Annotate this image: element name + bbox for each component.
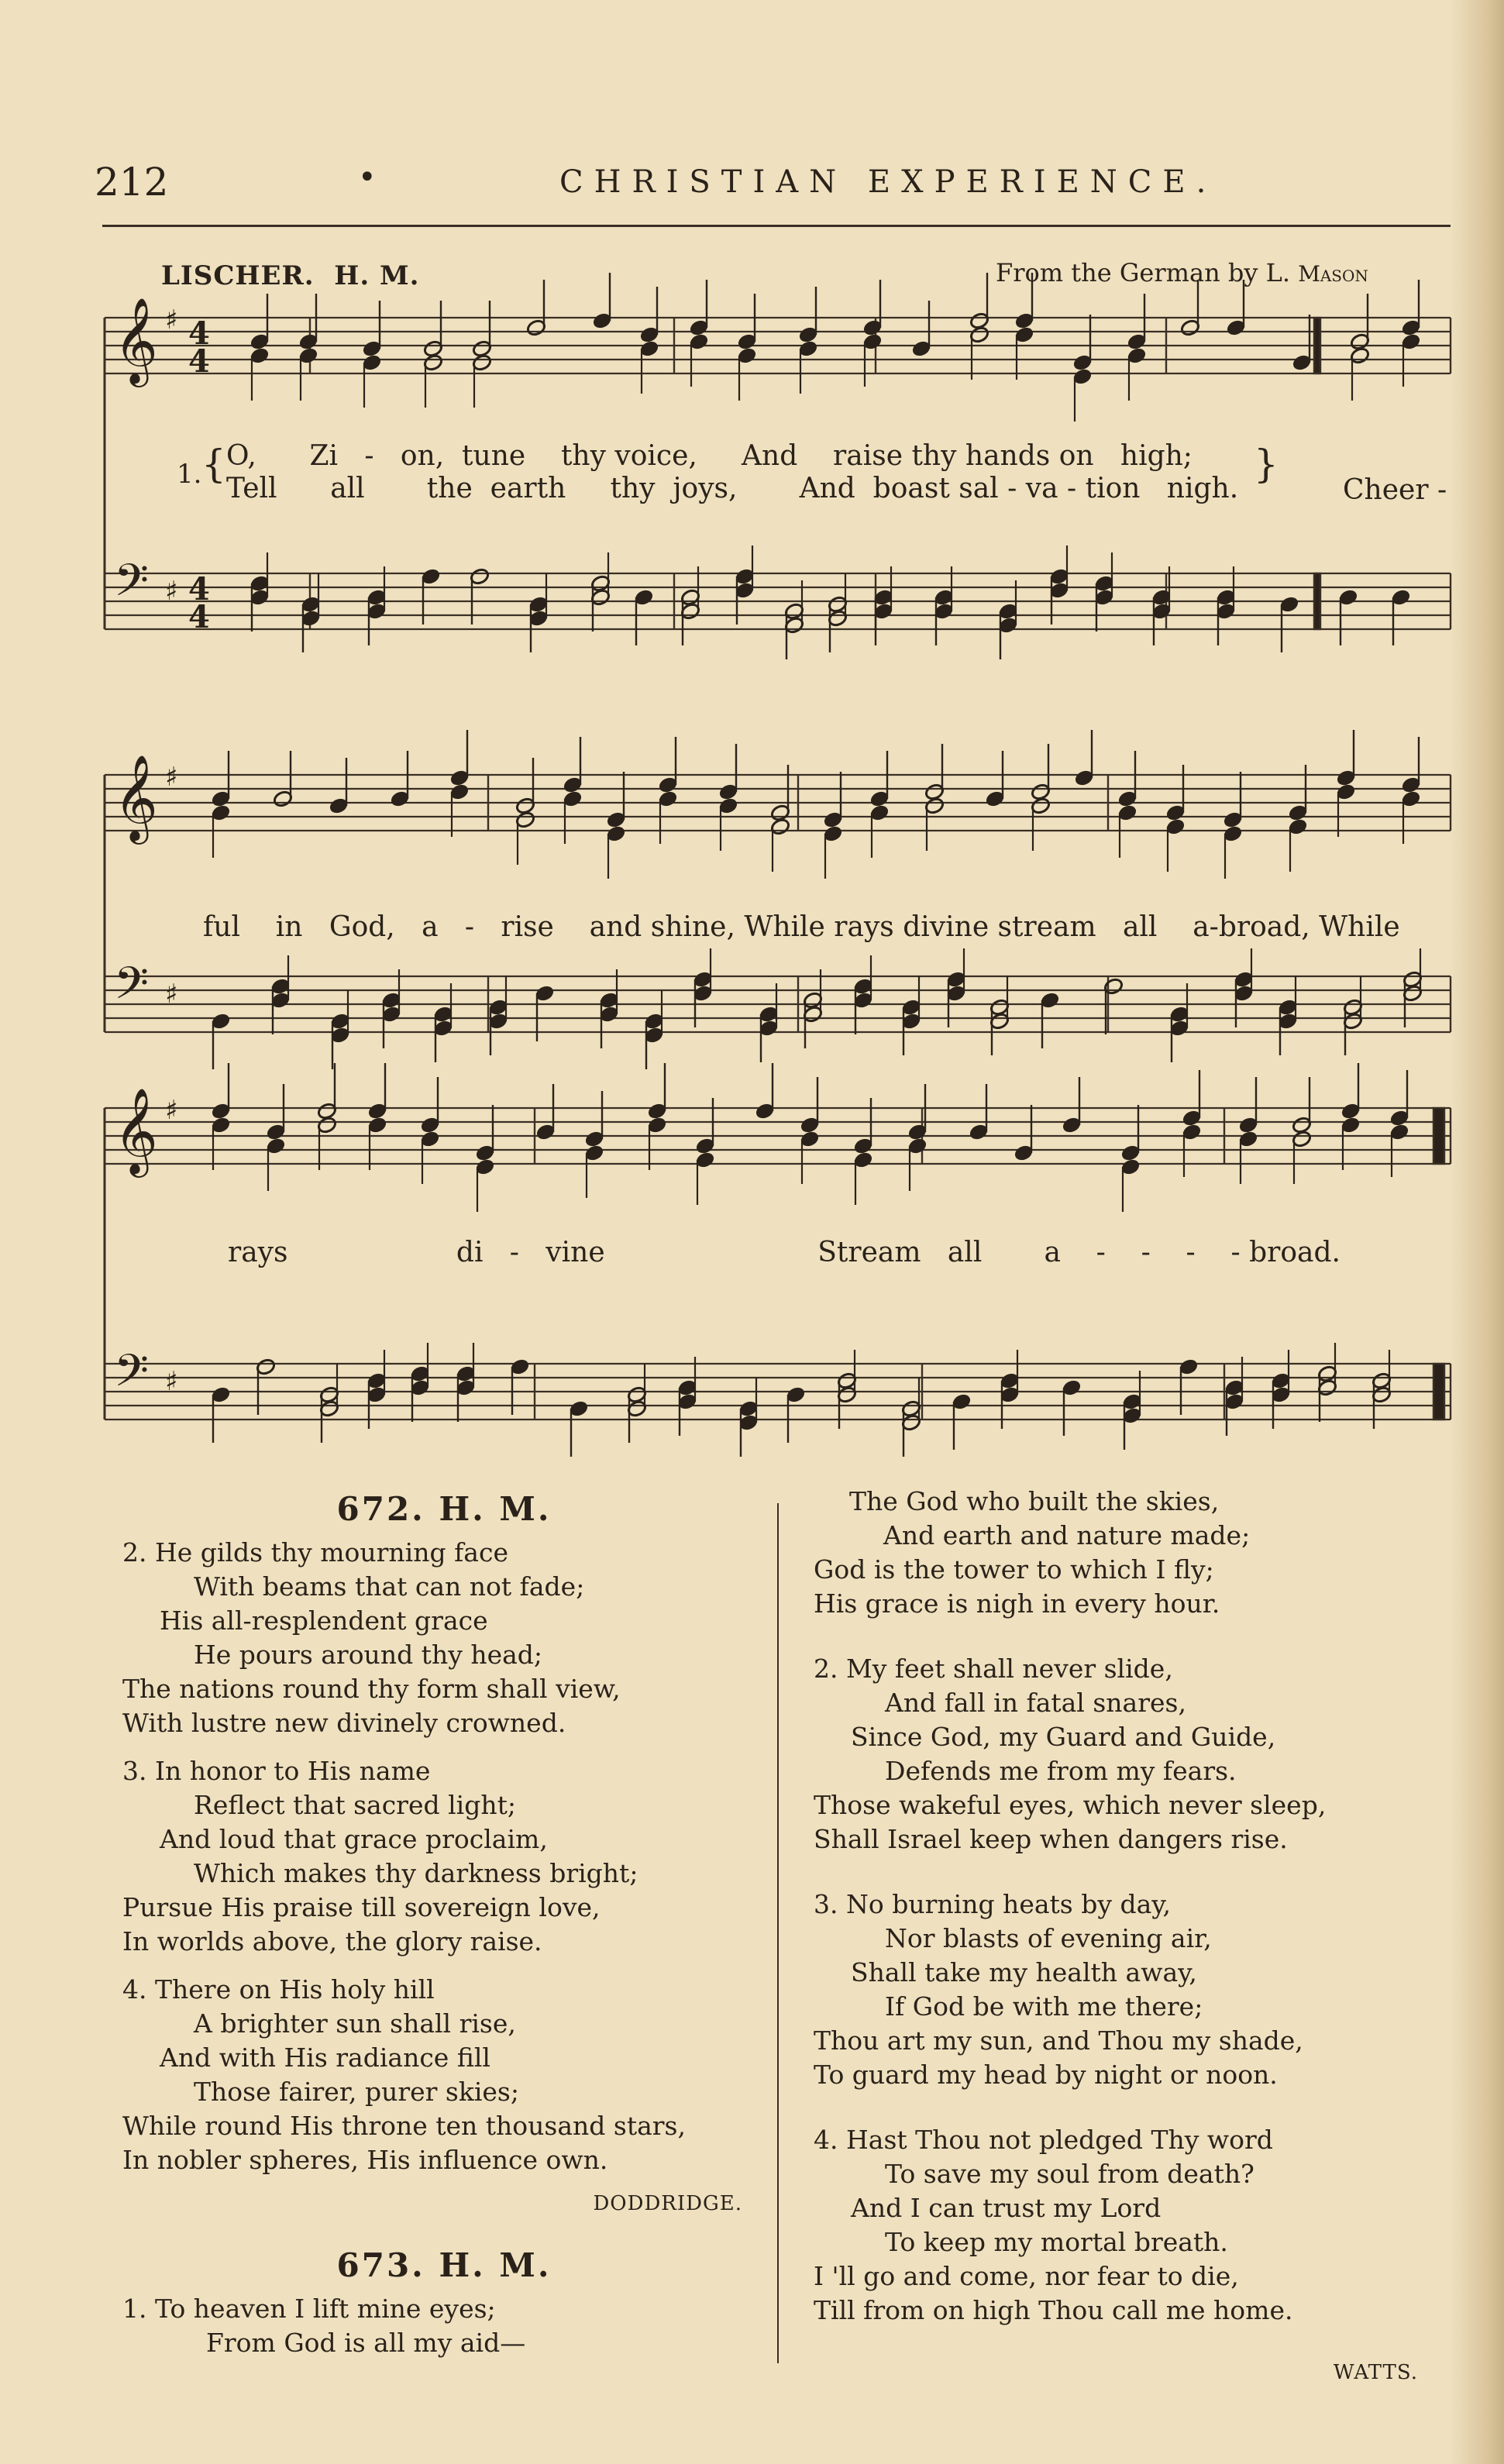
hymn-673-line: From God is all my aid— xyxy=(206,2328,526,2358)
stanza-line: With beams that can not fade; xyxy=(194,1571,585,1602)
hymn-673-author: WATTS. xyxy=(1333,2361,1418,2384)
hymn-673-line: And earth and nature made; xyxy=(883,1520,1251,1550)
sharp-icon: ♯ xyxy=(165,576,178,607)
stanza-line: Pursue His praise till sovereign love, xyxy=(122,1892,601,1922)
stanza-number: 3. xyxy=(814,1889,838,1919)
time-signature: 4 xyxy=(188,571,210,607)
hymn-673-line: God is the tower to which I fly; xyxy=(814,1554,1214,1585)
stanza-line: And loud that grace proclaim, xyxy=(160,1824,548,1854)
final-bar-line xyxy=(1433,1108,1444,1164)
stanza-line: Reflect that sacred light; xyxy=(194,1790,516,1820)
lyrics-line2: ful in God, a - rise and shine, While rays divine stream all a-broad, While xyxy=(203,911,1400,943)
stanza xyxy=(122,1973,766,2177)
sharp-icon: ♯ xyxy=(165,762,178,793)
bass-clef-icon: 𝄢 xyxy=(114,1344,150,1408)
lyrics-line3: rays di - vine Stream all a - - - - broad. xyxy=(228,1237,1341,1268)
repeat-bar xyxy=(1314,573,1320,629)
treble-clef-icon: 𝄞 xyxy=(114,754,158,841)
stanza-line: He pours around thy head; xyxy=(194,1640,543,1670)
bass-clef-icon: 𝄢 xyxy=(114,554,150,618)
hymn-673-line: The God who built the skies, xyxy=(849,1486,1220,1516)
stanza xyxy=(122,1536,766,1740)
stanza xyxy=(814,2123,1449,2328)
stanza-line: Shall take my health away, xyxy=(851,1957,1197,1987)
stanza-line: If God be with me there; xyxy=(885,1991,1203,2022)
stanza-line: And with His radiance fill xyxy=(160,2042,490,2073)
final-bar-line xyxy=(1433,1364,1444,1420)
hymn-672-author: DODDRIDGE. xyxy=(593,2192,742,2215)
stanza xyxy=(814,1888,1449,2092)
stanza-line: I 'll go and come, nor fear to die, xyxy=(814,2261,1239,2291)
column-divider xyxy=(777,1503,779,2363)
stanza xyxy=(122,1754,766,1959)
stanza-line: Those fairer, purer skies; xyxy=(194,2077,519,2107)
header-separator: • xyxy=(358,160,377,195)
treble-clef-icon: 𝄞 xyxy=(114,297,158,384)
lyrics-line1-a: O, Zi - on, tune thy voice, And raise thy hands on high; xyxy=(226,440,1193,472)
page-number: 212 xyxy=(95,160,169,205)
running-title: CHRISTIAN EXPERIENCE. xyxy=(559,164,1217,200)
stanza-line: Thou art my sun, and Thou my shade, xyxy=(814,2025,1303,2056)
sharp-icon: ♯ xyxy=(165,979,178,1010)
hymn-number-672: 672. H. M. xyxy=(336,1490,552,1528)
stanza-number: 4. xyxy=(122,1974,147,2005)
stanza xyxy=(814,1652,1449,1857)
stanza-line: To guard my head by night or noon. xyxy=(814,2060,1278,2090)
sharp-icon: ♯ xyxy=(165,1366,178,1397)
tune-credit: From the German by L. Mason xyxy=(996,258,1368,287)
stanza-line: And fall in fatal snares, xyxy=(885,1688,1186,1718)
stanza-line: To save my soul from death? xyxy=(885,2159,1254,2189)
hymn-673-line: His grace is nigh in every hour. xyxy=(814,1588,1220,1619)
stanza-line: Since God, my Guard and Guide, xyxy=(851,1722,1276,1752)
hymn-672 xyxy=(122,1492,766,2360)
stanza-line: To keep my mortal breath. xyxy=(885,2227,1228,2257)
verse-number: 1. xyxy=(177,459,202,490)
stanza-line: A brighter sun shall rise, xyxy=(194,2008,516,2039)
hymn-673-line: 1. To heaven I lift mine eyes; xyxy=(122,2294,496,2324)
stanza-line: His all-resplendent grace xyxy=(160,1605,488,1636)
hymn-673-continued xyxy=(814,1485,1449,2390)
brace-glyph-right: } xyxy=(1254,442,1279,487)
lyrics-line1-b: Tell all the earth thy joys, And boast sal - va - tion nigh. xyxy=(226,473,1239,504)
time-signature: 4 xyxy=(188,343,210,380)
hymn-number-673: 673. H. M. xyxy=(336,2246,552,2284)
stanza-line: In nobler spheres, His influence own. xyxy=(122,2145,608,2175)
stanza-number: 4. xyxy=(814,2125,838,2155)
stanza-number: 3. xyxy=(122,1756,147,1786)
stanza-line: 3. No burning heats by day, xyxy=(814,1889,1172,1919)
stanza-line: 4. There on His holy hill xyxy=(122,1974,435,2005)
bass-clef-icon: 𝄢 xyxy=(114,957,150,1020)
stanza-number: 2. xyxy=(122,1537,147,1568)
repeat-bar xyxy=(1314,318,1320,373)
tune-name: LISCHER. H. M. xyxy=(161,260,420,291)
stanza-line: 2. He gilds thy mourning face xyxy=(122,1537,508,1568)
sharp-icon: ♯ xyxy=(165,1095,178,1126)
time-signature: 4 xyxy=(188,599,210,635)
stanza-line: While round His throne ten thousand stars, xyxy=(122,2111,686,2141)
stanza-line: Nor blasts of evening air, xyxy=(885,1923,1212,1953)
sharp-icon: ♯ xyxy=(165,305,178,336)
stanza-line: The nations round thy form shall view, xyxy=(122,1674,621,1704)
stanza-line: Those wakeful eyes, which never sleep, xyxy=(814,1790,1327,1820)
lyrics-pickup: Cheer - xyxy=(1343,474,1447,506)
time-signature: 4 xyxy=(188,315,210,352)
stanza-line: 3. In honor to His name xyxy=(122,1756,431,1786)
stanza-line: Shall Israel keep when dangers rise. xyxy=(814,1824,1288,1854)
stanza-line: And I can trust my Lord xyxy=(851,2193,1162,2223)
stanza-line: Till from on high Thou call me home. xyxy=(814,2295,1293,2325)
stanza-line: 2. My feet shall never slide, xyxy=(814,1654,1173,1684)
stanza-line: 4. Hast Thou not pledged Thy word xyxy=(814,2125,1273,2155)
brace-glyph: { xyxy=(201,442,226,487)
stanza-line: Defends me from my fears. xyxy=(885,1756,1237,1786)
stanza-number: 2. xyxy=(814,1654,838,1684)
stanza-line: With lustre new divinely crowned. xyxy=(122,1708,566,1738)
treble-clef-icon: 𝄞 xyxy=(114,1087,158,1174)
stanza-line: In worlds above, the glory raise. xyxy=(122,1926,542,1956)
stanza-line: Which makes thy darkness bright; xyxy=(194,1858,638,1888)
